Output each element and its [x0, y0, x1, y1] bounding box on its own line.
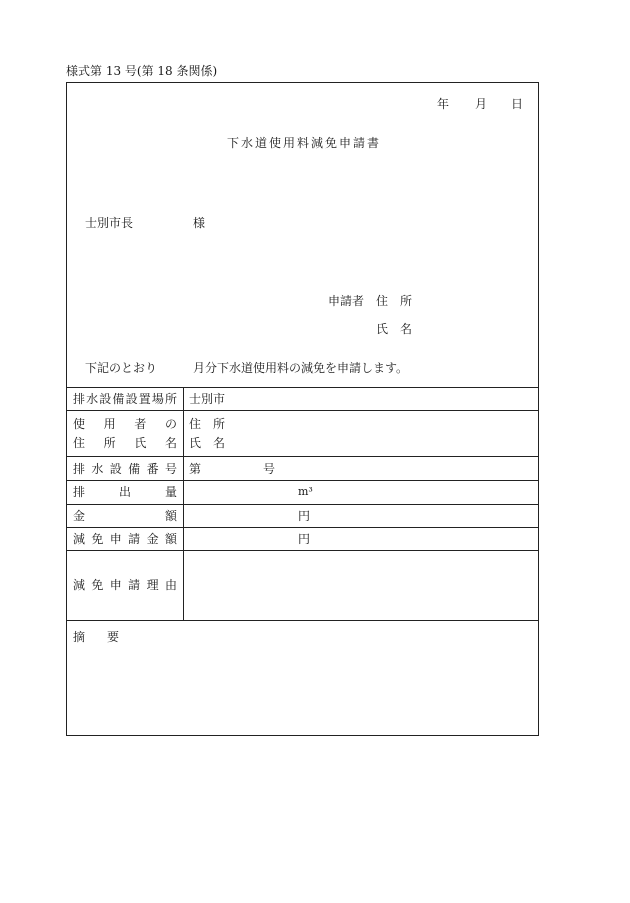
row-divider — [67, 550, 538, 551]
addressee-honorific: 様 — [193, 216, 206, 230]
page-title: 下水道使用料減免申請書 — [227, 136, 382, 150]
date-year-label: 年 — [437, 97, 450, 111]
applicant-label: 申請者 — [328, 294, 365, 308]
statement-text: 月分下水道使用料の減免を申請します。 — [193, 361, 409, 375]
location-label: 排 水 設 備 設 置 場 所 — [73, 392, 177, 406]
row-divider — [67, 504, 538, 505]
remarks-label-1: 摘 — [73, 630, 86, 644]
equipment-number-prefix: 第 — [189, 462, 202, 476]
user-label-line2: 住 所 氏 名 — [73, 436, 177, 450]
statement-prefix: 下記のとおり — [85, 361, 158, 375]
equipment-number-suffix: 号 — [263, 462, 276, 476]
user-address-label: 住 所 — [189, 417, 226, 431]
location-value: 士別市 — [189, 392, 226, 406]
row-divider — [67, 620, 538, 621]
reduction-amount-unit: 円 — [298, 532, 311, 546]
row-divider — [67, 527, 538, 528]
row-divider — [67, 456, 538, 457]
application-form — [66, 82, 539, 736]
reduction-amount-label: 減 免 申 請 金 額 — [73, 532, 177, 546]
volume-label: 排 出 量 — [73, 485, 177, 499]
applicant-address-label: 住 所 — [376, 294, 413, 308]
row-divider — [67, 410, 538, 411]
applicant-name-label: 氏 名 — [376, 322, 413, 336]
date-month-label: 月 — [475, 97, 488, 111]
form-number: 様式第 13 号(第 18 条関係) — [66, 64, 218, 78]
equipment-number-label: 排 水 設 備 番 号 — [73, 462, 177, 476]
date-day-label: 日 — [511, 97, 524, 111]
remarks-label-2: 要 — [107, 630, 120, 644]
amount-label: 金 額 — [73, 509, 177, 523]
addressee-name: 士別市長 — [85, 216, 134, 230]
amount-unit: 円 — [298, 509, 311, 523]
row-divider — [67, 480, 538, 481]
user-label-line1: 使 用 者 の — [73, 417, 177, 431]
column-divider — [183, 387, 184, 620]
table-top-divider — [67, 387, 538, 388]
user-name-label: 氏 名 — [189, 436, 226, 450]
reduction-reason-label: 減 免 申 請 理 由 — [73, 578, 177, 592]
volume-unit: m³ — [298, 485, 313, 498]
